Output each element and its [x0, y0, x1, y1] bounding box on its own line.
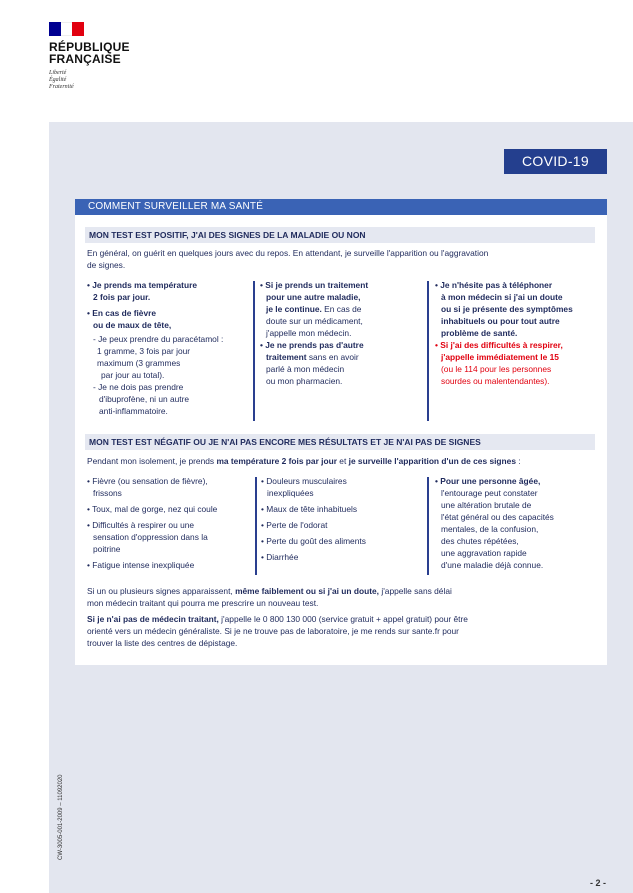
column-divider: [253, 281, 255, 421]
negative-section-title: MON TEST EST NÉGATIF OU JE N'AI PAS ENCORE MES RÉSULTATS ET JE N'AI PAS DE SIGNES: [85, 434, 595, 450]
column-divider: [255, 477, 257, 575]
negative-col2: • Douleurs musculaires inexpliquées • Maux de tête inhabituels • Perte de l'odorat • Perte du goût des aliments • Diarrhée: [261, 476, 366, 562]
column-divider: [427, 477, 429, 575]
positive-intro: En général, on guérit en quelques jours avec du repos. En attendant, je surveille l'apparition ou l'aggravation de signes.: [87, 248, 489, 270]
motto: Liberté Égalité Fraternité: [49, 70, 74, 90]
positive-col2: • Si je prends un traitement pour une autre maladie, je le continue. En cas de doute sur un médicament, j'appelle mon médecin. • Je ne prends pas d'autre traitement sans en avoir parlé à mon médecin ou mon pharmacien.: [260, 280, 369, 386]
document-reference-code: CW-3005-001-2009 – 11092020: [58, 774, 64, 860]
french-flag-icon: [49, 22, 84, 36]
negative-intro: Pendant mon isolement, je prends ma température 2 fois par jour et je surveille l'apparition d'un de ces signes :: [87, 456, 521, 466]
covid-badge: COVID-19: [504, 149, 607, 174]
negative-col1: • Fièvre (ou sensation de fièvre), frissons • Toux, mal de gorge, nez qui coule • Difficultés à respirer ou une sensation d'oppression dans la poitrine • Fatigue intense inexpliquée: [87, 476, 218, 570]
republic-name-line2: FRANÇAISE: [49, 52, 121, 66]
positive-col3: • Je n'hésite pas à téléphoner à mon médecin si j'ai un doute ou si je présente des symptômes inhabituels ou pour tout autre problème de santé. • Si j'ai des difficultés à respirer, j'appelle immédiatement le 15 (ou le 114 pour les personnes sourdes ou malentendantes).: [435, 279, 603, 387]
negative-col3: • Pour une personne âgée, l'entourage peut constater une altération brutale de l'état général ou des capacités mentales, de la confusion, des chutes répétées, une aggravation rapide d'une maladie déjà connue.: [435, 476, 554, 570]
no-doctor-paragraph: Si je n'ai pas de médecin traitant, j'appelle le 0 800 130 000 (service gratuit + appel gratuit) pour être orienté vers un médecin généraliste. Si je ne trouve pas de laboratoire, je me rends sur sante.fr pour trouver la liste des centres de dépistage.: [87, 614, 468, 648]
column-divider: [427, 281, 429, 421]
emergency-15-note: • Si j'ai des difficultés à respirer,: [435, 340, 563, 350]
positive-col1: • Je prends ma température 2 fois par jour. • En cas de fièvre ou de maux de tête, - Je peux prendre du paracétamol : 1 gramme, 3 fois par jour maximum (3 grammes par jour au total). - Je ne dois pas prendre d'ibuprofène, ni un autre anti-inflammatoire.: [87, 280, 224, 416]
negative-advice-paragraph: Si un ou plusieurs signes apparaissent, même faiblement ou si j'ai un doute, j'appelle sans délai mon médecin traitant qui pourra me prescrire un nouveau test.: [87, 586, 452, 608]
republique-francaise-logo: [49, 22, 130, 91]
page-number: - 2 -: [590, 878, 607, 888]
card-title: COMMENT SURVEILLER MA SANTÉ: [75, 199, 607, 215]
positive-section-title: MON TEST EST POSITIF, J'AI DES SIGNES DE LA MALADIE OU NON: [85, 227, 595, 243]
republic-name-line1: RÉPUBLIQUE: [49, 40, 130, 54]
health-monitoring-card: [75, 199, 607, 665]
